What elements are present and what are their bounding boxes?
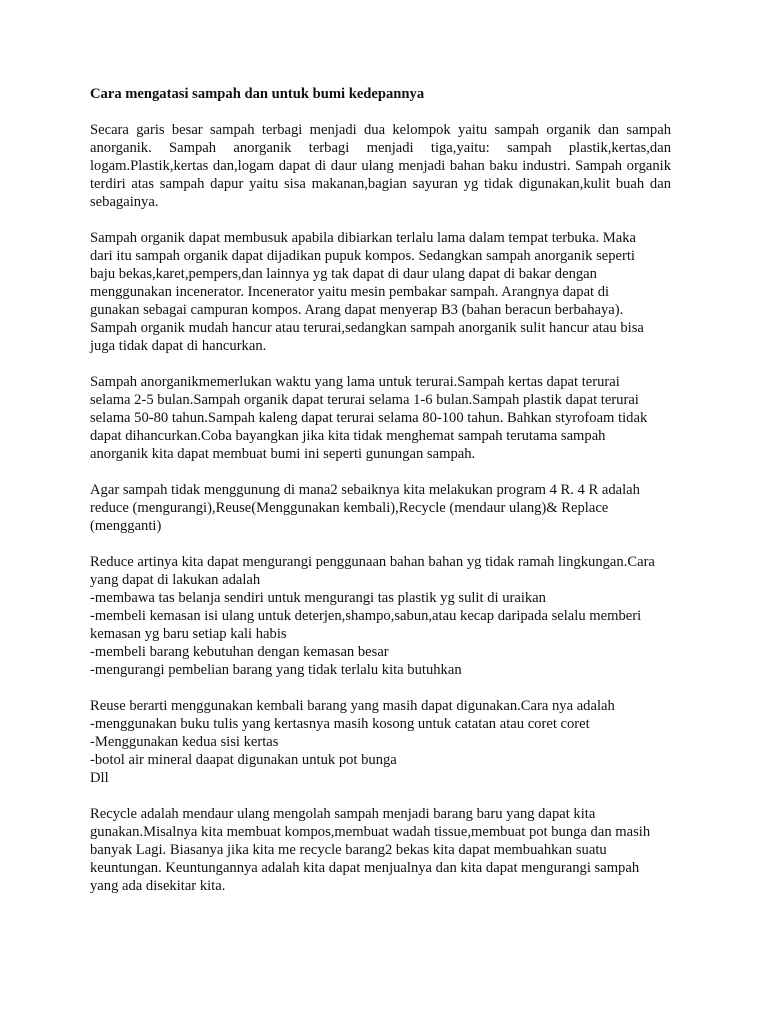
list-item: -membeli kemasan isi ulang untuk deterjen,shampo,sabun,atau kecap daripada selalu memberi: [90, 608, 642, 624]
paragraph-line: gunakan sebagai campuran kompos. Arang dapat menyerap B3 (bahan beracun berbahaya).: [90, 302, 624, 318]
paragraph-line: menggunakan incenerator. Incenerator yaitu mesin pembakar sampah. Arangnya dapat di: [90, 284, 610, 300]
list-item: -menggunakan buku tulis yang kertasnya masih kosong untuk catatan atau coret coret: [90, 716, 590, 732]
paragraph-line: selama 50-80 tahun.Sampah kaleng dapat terurai selama 80-100 tahun. Bahkan styrofoam tidak: [90, 410, 648, 426]
list-item: -membawa tas belanja sendiri untuk mengurangi tas plastik yg sulit di uraikan: [90, 590, 546, 606]
paragraph-line: dari itu sampah organik dapat dijadikan pupuk kompos. Sedangkan sampah anorganik seperti: [90, 248, 635, 264]
paragraph-line: baju bekas,karet,pempers,dan lainnya yg tak dapat di daur ulang dapat di bakar dengan: [90, 266, 597, 282]
list-item: -Menggunakan kedua sisi kertas: [90, 734, 279, 750]
paragraph-3: [90, 373, 671, 463]
document-title: Cara mengatasi sampah dan untuk bumi kedepannya: [90, 86, 425, 102]
paragraph-line: anorganik kita dapat membuat bumi ini seperti gunungan sampah.: [90, 446, 476, 462]
paragraph-line: Reduce artinya kita dapat mengurangi penggunaan bahan bahan yg tidak ramah lingkungan.Cara: [90, 554, 655, 570]
paragraph-line: selama 2-5 bulan.Sampah organik dapat terurai selama 1-6 bulan.Sampah plastik dapat terurai: [90, 392, 639, 408]
paragraph-6-reuse: [90, 697, 671, 787]
list-item: -membeli barang kebutuhan dengan kemasan besar: [90, 644, 389, 660]
paragraph-line: Recycle adalah mendaur ulang mengolah sampah menjadi barang baru yang dapat kita: [90, 806, 596, 822]
paragraph-line: Sampah organik dapat membusuk apabila dibiarkan terlalu lama dalam tempat terbuka. Maka: [90, 230, 637, 246]
document-page: [90, 85, 671, 913]
paragraph-line: Agar sampah tidak menggunung di mana2 sebaiknya kita melakukan program 4 R. 4 R adalah: [90, 482, 640, 498]
paragraph-line: yang ada disekitar kita.: [90, 878, 226, 894]
paragraph-line: Sampah anorganikmemerlukan waktu yang lama untuk terurai.Sampah kertas dapat terurai: [90, 374, 620, 390]
paragraph-line: yang dapat di lakukan adalah: [90, 572, 261, 588]
paragraph-line: dapat dihancurkan.Coba bayangkan jika kita tidak menghemat sampah terutama sampah: [90, 428, 606, 444]
list-item: -botol air mineral daapat digunakan untuk pot bunga: [90, 752, 397, 768]
paragraph-line: kemasan yg baru setiap kali habis: [90, 626, 287, 642]
paragraph-2: [90, 229, 671, 355]
paragraph-line: Sampah organik mudah hancur atau terurai,sedangkan sampah anorganik sulit hancur atau bisa: [90, 320, 644, 336]
paragraph-line: juga tidak dapat di hancurkan.: [90, 338, 267, 354]
paragraph-line: reduce (mengurangi),Reuse(Menggunakan kembali),Recycle (mendaur ulang)& Replace: [90, 500, 609, 516]
paragraph-line: Dll: [90, 770, 109, 786]
paragraph-line: gunakan.Misalnya kita membuat kompos,membuat wadah tissue,membuat pot bunga dan masih: [90, 824, 651, 840]
paragraph-1: Secara garis besar sampah terbagi menjadi dua kelompok yaitu sampah organik dan sampah anorganik. Sampah anorganik terbagi menjadi tiga,yaitu: sampah plastik,kertas,dan logam.Plastik,kertas dan,logam dapat di daur ulang menjadi bahan baku industri. Sampah organik terdiri atas sampah dapur yaitu sisa makanan,bagian sayuran yg tidak digunakan,kulit buah dan sebagainya.: [90, 122, 671, 210]
paragraph-line: keuntungan. Keuntungannya adalah kita dapat menjualnya dan kita dapat mengurangi sampah: [90, 860, 640, 876]
paragraph-line: banyak Lagi. Biasanya jika kita me recycle barang2 bekas kita dapat membuahkan suatu: [90, 842, 607, 858]
paragraph-4: [90, 481, 671, 535]
paragraph-7-recycle: [90, 805, 671, 895]
paragraph-line: Reuse berarti menggunakan kembali barang yang masih dapat digunakan.Cara nya adalah: [90, 698, 615, 714]
list-item: -mengurangi pembelian barang yang tidak terlalu kita butuhkan: [90, 662, 462, 678]
paragraph-line: (mengganti): [90, 518, 162, 534]
paragraph-5-reduce: [90, 553, 671, 679]
